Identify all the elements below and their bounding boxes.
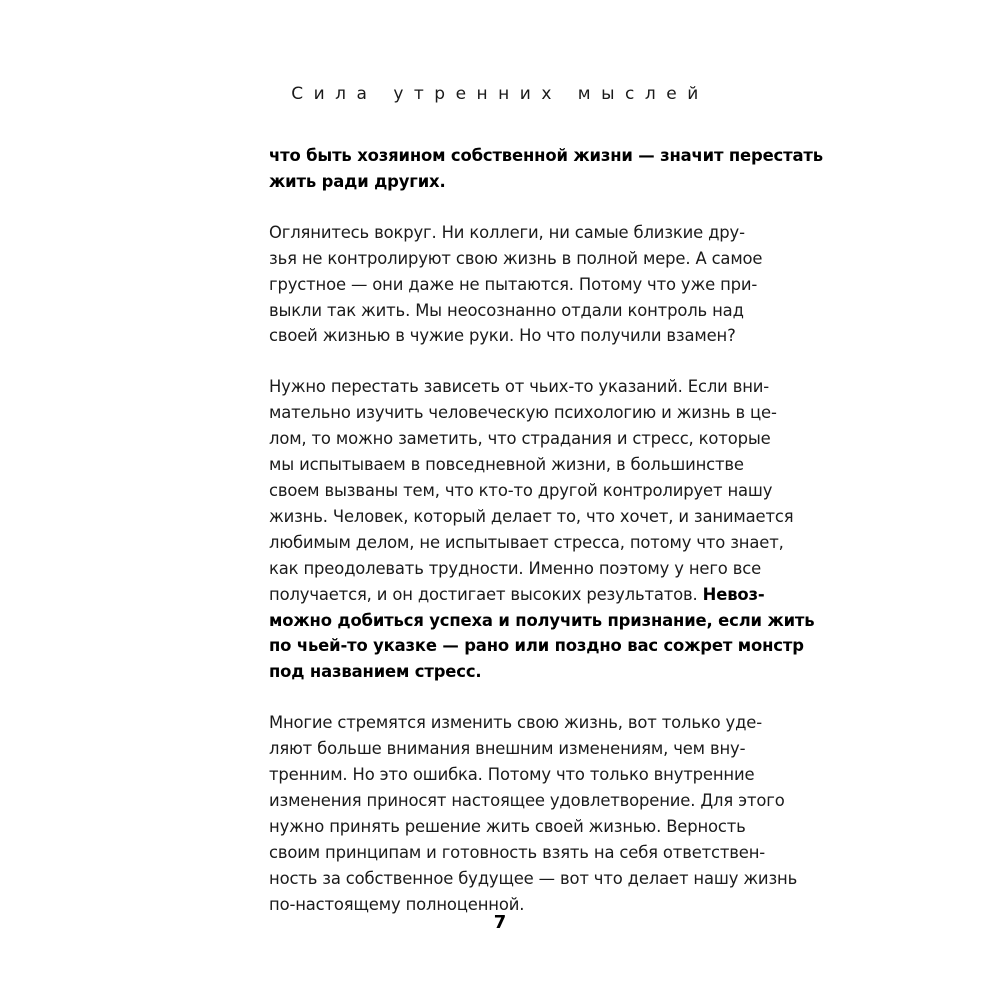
text-segment: нужно принять решение жить своей жизнью. Верность	[269, 816, 746, 836]
text-segment: жизнь. Человек, который делает то, что хочет, и занимается	[269, 506, 794, 526]
text-line	[269, 736, 746, 762]
text-line	[269, 169, 739, 195]
text-segment: выкли так жить. Мы неосознанно отдали контроль над	[269, 300, 744, 320]
text-line	[269, 633, 804, 659]
text-segment: грустное — они даже не пытаются. Потому что уже при-	[269, 274, 758, 294]
bold-text: по чьей-то указке — рано или поздно вас сожрет монстр	[269, 636, 804, 656]
text-segment: мы испытываем в повседневной жизни, в большинстве	[269, 455, 744, 475]
text-segment: получается, и он достигает высоких результатов.	[269, 584, 703, 604]
text-line	[269, 478, 773, 504]
text-line	[269, 659, 739, 685]
text-line	[269, 272, 758, 298]
text-line	[269, 530, 784, 556]
text-segment: ляют больше внимания внешним изменениям, чем вну-	[269, 739, 746, 759]
paragraph	[269, 220, 763, 350]
text-line	[269, 504, 794, 530]
text-line	[269, 426, 771, 452]
text-line	[269, 762, 755, 788]
text-segment: ность за собственное будущее — вот что делает нашу жизнь	[269, 868, 798, 888]
text-segment: тренним. Но это ошибка. Потому что только внутренние	[269, 765, 755, 785]
text-segment: по-настоящему полноценной.	[269, 894, 525, 914]
text-line	[269, 374, 770, 400]
bold-text: жить ради других.	[269, 171, 446, 191]
text-line	[269, 556, 762, 582]
bold-text: что быть хозяином собственной жизни — значит перестать	[269, 146, 823, 165]
bold-text: Невоз-	[702, 584, 765, 604]
text-line	[269, 400, 777, 426]
text-line	[269, 788, 785, 814]
paragraph	[269, 143, 823, 195]
body-text	[269, 143, 823, 942]
text-segment: как преодолевать трудности. Именно поэтому у него все	[269, 558, 762, 578]
text-line	[269, 246, 763, 272]
text-segment: своем вызваны тем, что кто-то другой контролирует нашу	[269, 480, 773, 500]
bold-text: под названием стресс.	[269, 662, 482, 682]
page-number: 7	[493, 912, 507, 933]
paragraph	[269, 374, 815, 685]
text-segment: Многие стремятся изменить свою жизнь, вот только уде-	[269, 713, 762, 733]
text-line	[269, 866, 798, 892]
running-head: Сила утренних мыслей	[291, 84, 709, 104]
text-line	[269, 298, 744, 324]
text-line	[269, 608, 815, 634]
text-segment: изменения приносят настоящее удовлетворение. Для этого	[269, 790, 785, 810]
text-segment: мательно изучить человеческую психологию и жизнь в це-	[269, 403, 777, 423]
text-segment: своей жизнью в чужие руки. Но что получили взамен?	[269, 326, 736, 346]
text-line	[269, 323, 739, 349]
text-line	[269, 814, 746, 840]
text-segment: Оглянитесь вокруг. Ни коллеги, ни самые близкие дру-	[269, 222, 745, 242]
text-segment: любимым делом, не испытывает стресса, потому что знает,	[269, 532, 784, 552]
text-line	[269, 840, 766, 866]
text-line	[269, 710, 762, 736]
text-segment: своим принципам и готовность взять на себя ответствен-	[269, 842, 766, 862]
text-segment: лом, то можно заметить, что страдания и стресс, которые	[269, 429, 771, 449]
paragraph	[269, 710, 798, 917]
text-line	[269, 143, 823, 169]
text-line	[269, 582, 765, 608]
text-line	[269, 220, 745, 246]
bold-text: можно добиться успеха и получить признание, если жить	[269, 610, 815, 630]
text-segment: Нужно перестать зависеть от чьих-то указаний. Если вни-	[269, 377, 770, 397]
text-line	[269, 452, 744, 478]
text-segment: зья не контролируют свою жизнь в полной мере. А самое	[269, 248, 763, 268]
